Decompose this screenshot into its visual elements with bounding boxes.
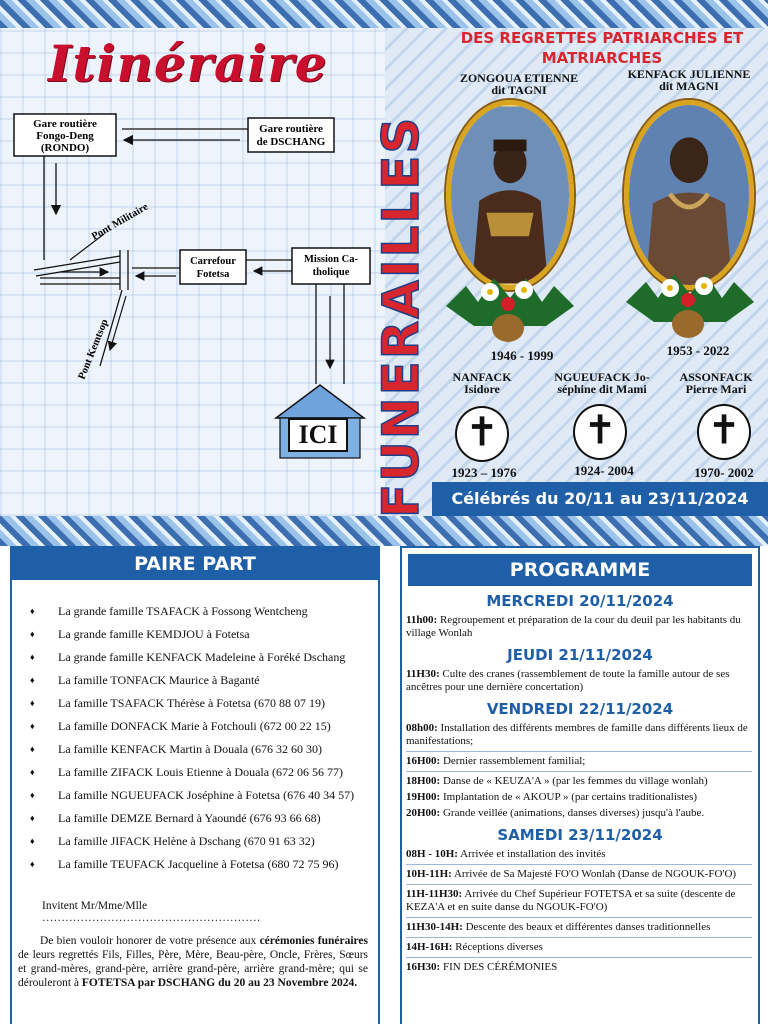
cross-3-name-line1: ASSONFACK xyxy=(679,370,753,384)
pont-militaire-label: Pont Militaire xyxy=(90,201,151,243)
family-item: ♦ La famille ZIFACK Louis Etienne à Douala (672 06 56 77) xyxy=(30,761,378,784)
programme-item-text: Grande veillée (animations, danses diverses) jusqu'à l'aube. xyxy=(440,807,705,819)
programme-item-time: 08h00: xyxy=(406,722,438,734)
cross-3-years: 1970- 2002 xyxy=(694,465,754,480)
regrets-heading: DES REGRETTES PATRIARCHES ET MATRIARCHES xyxy=(460,29,744,67)
top-pattern-band xyxy=(0,0,768,28)
patriarch-2-name-line1: KENFACK JULIENNE xyxy=(627,67,751,81)
gare-fongo-label-1: Gare routière xyxy=(33,118,97,130)
funerailles-title: FUNERAILLES xyxy=(372,115,430,518)
cross-1-years: 1923 – 1976 xyxy=(451,465,517,480)
programme-item-text: Regroupement et préparation de la cour du deuil par les habitants du village Wonlah xyxy=(406,614,741,639)
family-item: ♦ La grande famille KENFACK Madeleine à Foréké Dschang xyxy=(30,646,378,669)
programme-item-time: 08H - 10H: xyxy=(406,848,458,860)
family-item: ♦ La famille TSAFACK Thérèse à Fotetsa (670 88 07 19) xyxy=(30,692,378,715)
programme-item xyxy=(406,868,752,881)
faire-part-panel xyxy=(10,546,380,1024)
programme-item-text: Descente des beaux et différentes danses traditionnelles xyxy=(462,921,711,933)
programme-item xyxy=(406,921,752,934)
programme-item-time: 11H-11H30: xyxy=(406,888,463,900)
house-roof-icon xyxy=(276,385,364,418)
carrefour-label-2: Fotetsa xyxy=(196,269,230,280)
programme-item-time: 19H00: xyxy=(406,791,441,803)
programme-title: PROGRAMME xyxy=(408,554,752,586)
cross-1-name-line2: Isidore xyxy=(464,382,500,396)
cross-2-name-line1: NGUEUFACK Jo- xyxy=(554,370,650,384)
family-list xyxy=(30,600,378,876)
family-item: ♦ La famille JIFACK Helène à Dschang (670 91 63 32) xyxy=(30,830,378,853)
family-item: ♦ La famille KENFACK Martin à Douala (676 32 60 30) xyxy=(30,738,378,761)
patriarch-2-name xyxy=(614,68,764,92)
programme-item-text: Dernier rassemblement familial; xyxy=(440,755,586,767)
patriarch-2-years: 1953 - 2022 xyxy=(666,343,730,358)
programme-item-time: 11H30-14H: xyxy=(406,921,463,933)
patriarch-1-name xyxy=(444,72,594,96)
gare-fongo-label-2: Fongo-Deng xyxy=(36,130,94,142)
programme-item-time: 16H00: xyxy=(406,755,441,767)
family-item: ♦ La grande famille TSAFACK à Fossong Wentcheng xyxy=(30,600,378,623)
family-item: ♦ La famille TEUFACK Jacqueline à Fotetsa (680 72 75 96) xyxy=(30,853,378,876)
family-item: ♦ La famille TONFACK Maurice à Baganté xyxy=(30,669,378,692)
programme-item-text: Arrivée et installation des invités xyxy=(457,848,606,860)
programme-item-time: 14H-16H: xyxy=(406,941,453,953)
divider xyxy=(406,771,752,772)
carrefour-label-1: Carrefour xyxy=(190,256,236,267)
invitation-body-part-1: De bien vouloir honorer de votre présence aux xyxy=(40,935,260,947)
programme-panel xyxy=(400,546,760,1024)
cross-3-name xyxy=(664,371,768,395)
patriarch-2-name-line2: dit MAGNI xyxy=(659,79,719,93)
cross-1-name xyxy=(430,371,534,395)
cross-1-icon: ✝ xyxy=(455,406,509,462)
family-item: ♦ La famille DEMZE Bernard à Yaoundé (676 93 66 68) xyxy=(30,807,378,830)
family-item: ♦ La famille DONFACK Marie à Fotchouli (672 00 22 15) xyxy=(30,715,378,738)
programme-item-text: Culte des cranes (rassemblement de toute la famille autour de ses ancêtres pour une dernière concertation) xyxy=(406,668,730,693)
day-heading: JEUDI 21/11/2024 xyxy=(507,646,653,664)
patriarch-1-years: 1946 - 1999 xyxy=(490,348,554,363)
day-heading: MERCREDI 20/11/2024 xyxy=(486,592,674,610)
day-heading: VENDREDI 22/11/2024 xyxy=(486,700,674,718)
gare-fongo-label-3: (RONDO) xyxy=(40,142,90,154)
divider xyxy=(406,917,752,918)
invitation-body-part-3: de leurs regrettés Fils, Filles, Père, Mère, Beau-père, Oncle, Frères, Sœurs et grand-mères, grand-père, arrière grand-père, arrière grand-mère; qui se dérouleront à xyxy=(18,949,368,989)
programme-item xyxy=(406,791,752,804)
patriarch-1-name-line2: dit TAGNI xyxy=(491,83,547,97)
day-heading: SAMEDI 23/11/2024 xyxy=(497,826,663,844)
family-item: ♦ La grande famille KEMDJOU à Fotetsa xyxy=(30,623,378,646)
divider xyxy=(406,864,752,865)
cross-3-name-line2: Pierre Mari xyxy=(685,382,747,396)
patriarch-1-name-line1: ZONGOUA ETIENNE xyxy=(459,71,579,85)
programme-item-time: 18H00: xyxy=(406,775,441,787)
family-item: ♦ La famille NGUEUFACK Joséphine à Fotetsa (676 40 34 57) xyxy=(30,784,378,807)
programme-item-text: Danse de « KEUZA'A » (par les femmes du village wonlah) xyxy=(440,775,708,787)
programme-item xyxy=(406,668,752,694)
programme-item-text: Installation des différents membres de famille dans différents lieux de manifestations; xyxy=(406,722,748,747)
cross-1-name-line1: NANFACK xyxy=(452,370,512,384)
programme-item xyxy=(406,888,752,914)
faire-part-title: PAIRE PART xyxy=(12,548,378,580)
mission-label-2: tholique xyxy=(312,267,350,278)
programme-item-text: Implantation de « AKOUP » (par certains traditionalistes) xyxy=(440,791,698,803)
invitation-body xyxy=(18,934,368,990)
gare-dschang-label-1: Gare routière xyxy=(259,123,323,135)
ici-label: ICI xyxy=(288,418,348,452)
programme-item-text: Réceptions diverses xyxy=(452,941,543,953)
divider xyxy=(406,937,752,938)
programme-item-time: 11H30: xyxy=(406,668,440,680)
flower-wreath-2-icon xyxy=(626,252,754,342)
middle-pattern-band xyxy=(0,516,768,546)
cross-3-icon: ✝ xyxy=(697,404,751,460)
programme-item xyxy=(406,941,752,954)
programme-item-time: 16H30: xyxy=(406,961,441,973)
cross-2-name xyxy=(540,371,664,395)
programme-item xyxy=(406,807,752,820)
programme-item xyxy=(406,614,752,640)
gare-dschang-label-2: de DSCHANG xyxy=(256,136,326,148)
cross-2-name-line2: séphine dit Mami xyxy=(557,382,647,396)
cross-2-icon: ✝ xyxy=(573,404,627,460)
invitation-body-part-4: FOTETSA par DSCHANG du 20 au 23 Novembre 2024. xyxy=(81,977,358,989)
invitation-body-part-2: cérémonies funéraires xyxy=(259,935,368,947)
pont-kemtsop-label: Pont Kemtsop xyxy=(76,317,111,382)
mission-label-1: Mission Ca- xyxy=(304,254,358,265)
programme-item xyxy=(406,755,752,768)
programme-item-text: Arrivée de Sa Majesté FO'O Wonlah (Danse de NGOUK-FO'O) xyxy=(451,868,737,880)
celebration-dates-banner: Célébrés du 20/11 au 23/11/2024 xyxy=(432,482,768,516)
itinerary-title: Itinéraire xyxy=(48,34,328,93)
divider xyxy=(406,751,752,752)
cross-2-years: 1924- 2004 xyxy=(574,463,634,478)
programme-item-time: 10H-11H: xyxy=(406,868,452,880)
programme-item-text: FIN DES CÉRÉMONIES xyxy=(440,961,558,973)
invite-line: Invitent Mr/Mme/Mlle ………………………………………………… xyxy=(42,900,261,924)
programme-item xyxy=(406,722,752,748)
programme-item xyxy=(406,848,752,861)
programme-item-time: 20H00: xyxy=(406,807,441,819)
programme-item xyxy=(406,775,752,788)
programme-item-time: 11h00: xyxy=(406,614,438,626)
divider xyxy=(406,957,752,958)
programme-item-text: Arrivée du Chef Supérieur FOTETSA et sa suite (descente de KEZA'A et en suite danse du NGOUK-FO'O) xyxy=(406,888,736,913)
programme-item xyxy=(406,961,752,974)
flower-wreath-1-icon xyxy=(446,256,574,346)
divider xyxy=(406,884,752,885)
